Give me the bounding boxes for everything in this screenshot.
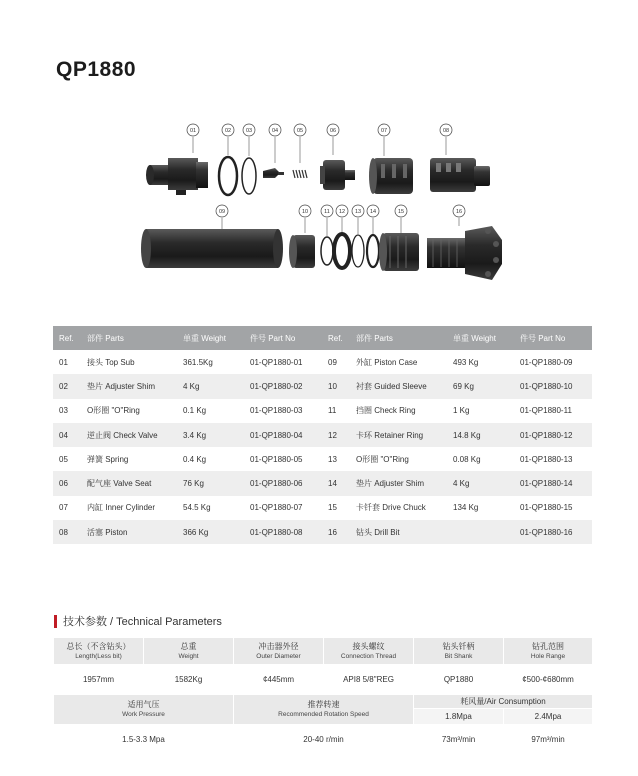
callout-number: 05 [296, 128, 304, 134]
air-consumption-header: 耗风量/Air Consumption [414, 695, 593, 709]
callout-number: 02 [224, 128, 232, 134]
parts-cell: 69 Kg [447, 374, 514, 398]
parts-cell: 14 [322, 471, 350, 495]
parts-row [53, 350, 592, 374]
callout-number: 04 [271, 128, 279, 134]
part-drive-chuck [379, 233, 419, 271]
callout-number: 09 [218, 209, 226, 215]
parts-cell [447, 520, 514, 544]
parts-cell: 弹簧 Spring [87, 454, 129, 464]
callout-number: 11 [324, 209, 330, 215]
parts-cell: 0.1 Kg [183, 406, 207, 416]
part-check-valve [263, 168, 284, 178]
parts-cell: 3.4 Kg [177, 423, 244, 447]
tech-value-cell: 1582Kg [144, 665, 234, 695]
parts-cell: 接头 Top Sub [87, 357, 135, 367]
rotation-speed-value: 20-40 r/min [234, 725, 414, 755]
part-o-ring [242, 158, 256, 194]
parts-cell: 垫片 Adjuster Shim [350, 471, 447, 495]
parts-header-cell: 件号 Part No [244, 326, 322, 350]
parts-cell: 10 [322, 374, 350, 398]
part-shim [367, 235, 379, 267]
part-top-sub [146, 158, 208, 195]
parts-cell: 衬套 Guided Sleeve [350, 374, 447, 398]
parts-row [53, 520, 592, 544]
parts-cell: 01-QP1880-13 [520, 454, 573, 464]
callout-number: 10 [301, 209, 309, 215]
air-consumption-1: 73m³/min [414, 725, 504, 755]
parts-row [53, 496, 592, 520]
parts-header-cell: 部件 Parts [350, 326, 447, 350]
parts-cell: 01-QP1880-05 [250, 454, 303, 464]
tech-header-cell: 冲击器外径 Outer Diameter [234, 638, 324, 665]
parts-header-cell: 单重 Weight [447, 326, 514, 350]
parts-cell: 挡圈 Check Ring [356, 406, 416, 416]
parts-cell: 134 Kg [453, 503, 479, 513]
callout-number: 13 [354, 209, 362, 215]
parts-cell: 内缸 Inner Cylinder [87, 503, 156, 513]
parts-cell: 01-QP1880-09 [520, 357, 573, 367]
part-spring [293, 170, 307, 178]
tech-value-cell: API8 5/8"REG [324, 665, 414, 695]
parts-cell: 01-QP1880-12 [514, 423, 592, 447]
work-pressure-value: 1.5-3.3 Mpa [54, 725, 234, 755]
parts-cell: 03 [59, 406, 68, 416]
parts-cell: 493 Kg [453, 357, 479, 367]
part-guided-sleeve [289, 235, 315, 268]
part-o-ring-2 [352, 235, 364, 267]
part-piston-case [141, 229, 283, 268]
parts-cell: 15 [328, 503, 337, 513]
part-drill-bit [427, 226, 502, 280]
parts-cell: 07 [59, 503, 68, 513]
parts-row [53, 399, 592, 423]
parts-cell: 垫片 Adjuster Shim [81, 374, 177, 398]
parts-cell: 卡环 Retainer Ring [350, 423, 447, 447]
parts-cell: O形圈 "O"Ring [356, 454, 409, 464]
parts-header-cell: 单重 Weight [177, 326, 244, 350]
callout-number: 07 [380, 128, 388, 134]
parts-row [53, 447, 592, 471]
part-retainer-ring [334, 234, 350, 268]
parts-cell: 366 Kg [177, 520, 244, 544]
product-title: QP1880 [56, 58, 137, 81]
parts-cell: 54.5 Kg [183, 503, 211, 513]
parts-cell: 外缸 Piston Case [356, 357, 418, 367]
callout-number: 01 [189, 128, 197, 134]
parts-cell: 0.08 Kg [453, 454, 481, 464]
tech-value-cell: QP1880 [414, 665, 504, 695]
parts-cell: 4 Kg [447, 471, 514, 495]
callout-number: 03 [245, 128, 253, 134]
part-shim-ring [219, 157, 237, 195]
parts-cell: 4 Kg [177, 374, 244, 398]
parts-cell: 12 [322, 423, 350, 447]
parts-cell: 1 Kg [453, 406, 470, 416]
parts-cell: 08 [53, 520, 81, 544]
tech-value-cell: ¢445mm [234, 665, 324, 695]
parts-row [53, 374, 592, 398]
parts-cell: 01 [59, 357, 68, 367]
rotation-speed-header: 推荐转速 Recommended Rotation Speed [234, 695, 414, 725]
parts-header-cell: Ref. [53, 326, 81, 350]
parts-cell: 14.8 Kg [447, 423, 514, 447]
parts-cell: 01-QP1880-11 [520, 406, 572, 416]
part-piston [430, 158, 490, 192]
parts-cell: 活塞 Piston [81, 520, 177, 544]
air-pressure-1: 1.8Mpa [414, 709, 504, 725]
callout-number: 06 [329, 128, 337, 134]
part-check-ring [321, 237, 333, 265]
parts-header-cell: Ref. [322, 326, 350, 350]
exploded-parts-diagram [0, 118, 638, 288]
parts-cell: 01-QP1880-14 [514, 471, 592, 495]
parts-header-cell: 部件 Parts [81, 326, 177, 350]
tech-header-cell: 钻头钎柄 Bit Shank [414, 638, 504, 665]
parts-cell: 13 [328, 454, 337, 464]
parts-cell: 76 Kg [177, 471, 244, 495]
parts-cell: 01-QP1880-10 [514, 374, 592, 398]
parts-cell: 02 [53, 374, 81, 398]
parts-header-cell: 件号 Part No [514, 326, 592, 350]
parts-cell: 01-QP1880-06 [244, 471, 322, 495]
parts-row [53, 423, 592, 447]
parts-cell: 01-QP1880-16 [514, 520, 592, 544]
tech-value-cell: ¢500-¢680mm [504, 665, 593, 695]
parts-cell: 0.4 Kg [183, 454, 207, 464]
tech-header-cell: 总长（不含钻头） Length(Less bit) [54, 638, 144, 665]
parts-cell: 09 [328, 357, 337, 367]
callout-number: 08 [442, 128, 450, 134]
tech-params-table [53, 637, 593, 755]
parts-cell: 01-QP1880-04 [244, 423, 322, 447]
parts-cell: O形圈 "O"Ring [87, 406, 140, 416]
parts-table [53, 326, 592, 544]
parts-cell: 01-QP1880-03 [250, 406, 303, 416]
parts-cell: 361.5Kg [183, 357, 213, 367]
tech-section-title: 技术参数 / Technical Parameters [63, 616, 222, 628]
air-pressure-2: 2.4Mpa [504, 709, 593, 725]
callout-number: 12 [338, 209, 346, 215]
section-accent-bar [54, 615, 57, 628]
tech-header-cell: 钻孔范围 Hole Range [504, 638, 593, 665]
callout-number: 15 [397, 209, 405, 215]
tech-value-cell: 1957mm [54, 665, 144, 695]
parts-row [53, 471, 592, 495]
parts-cell: 01-QP1880-07 [250, 503, 303, 513]
parts-cell: 05 [59, 454, 68, 464]
parts-cell: 卡钎套 Drive Chuck [356, 503, 426, 513]
work-pressure-header: 适用气压 Work Pressure [54, 695, 234, 725]
tech-section-header [54, 614, 222, 628]
parts-cell: 04 [53, 423, 81, 447]
air-consumption-2: 97m³/min [504, 725, 593, 755]
callout-number: 14 [369, 209, 377, 215]
parts-cell: 01-QP1880-02 [244, 374, 322, 398]
tech-header-cell: 接头螺纹 Connection Thread [324, 638, 414, 665]
parts-cell: 01-QP1880-15 [520, 503, 573, 513]
tech-header-cell: 总重 Weight [144, 638, 234, 665]
part-inner-cylinder [369, 158, 413, 194]
parts-cell: 配气座 Valve Seat [81, 471, 177, 495]
parts-cell: 逆止阀 Check Valve [81, 423, 177, 447]
parts-cell: 06 [53, 471, 81, 495]
parts-cell: 01-QP1880-08 [244, 520, 322, 544]
parts-cell: 11 [328, 406, 337, 416]
parts-cell: 钻头 Drill Bit [350, 520, 447, 544]
parts-cell: 01-QP1880-01 [250, 357, 303, 367]
callout-number: 16 [455, 209, 463, 215]
parts-cell: 16 [322, 520, 350, 544]
part-valve-seat [320, 160, 355, 190]
